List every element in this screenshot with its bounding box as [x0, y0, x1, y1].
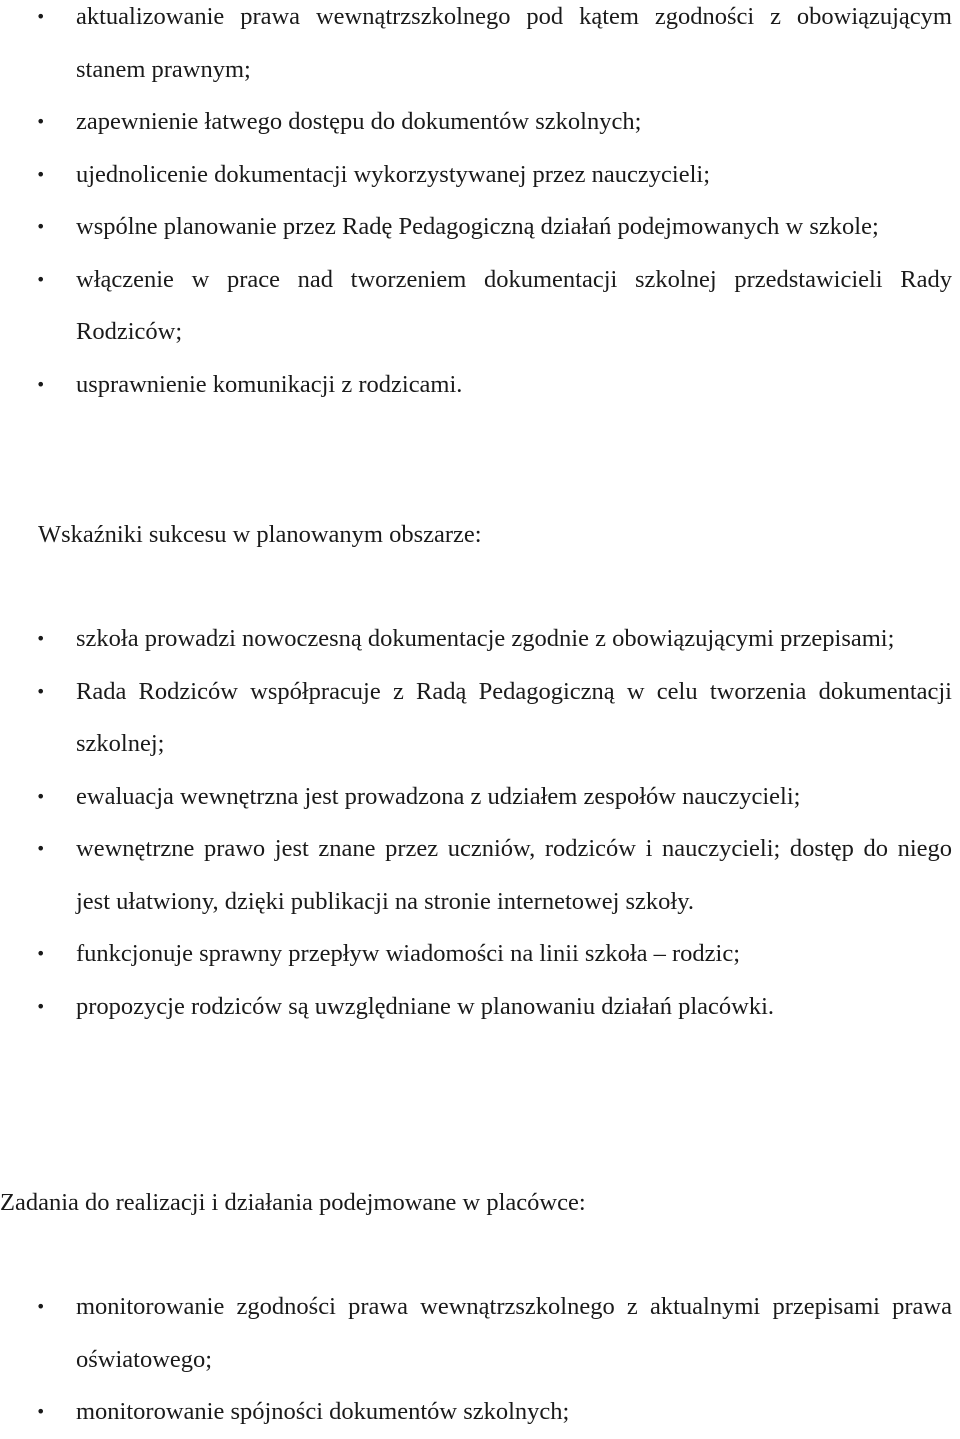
bullet-icon: • — [36, 786, 46, 806]
bullet-icon: • — [36, 1297, 46, 1316]
bullet-icon: • — [36, 681, 46, 701]
tasks-heading: Zadania do realizacji i działania podejmowane w placówce: — [0, 1189, 586, 1216]
list-item — [0, 1386, 960, 1439]
bullet-icon: • — [36, 217, 46, 236]
list-item-text: monitorowanie spójności dokumentów szkolnych; — [76, 1398, 570, 1425]
list-item — [0, 201, 960, 254]
list-item-text: wspólne planowanie przez Radę Pedagogiczną działań podejmowanych w szkole; — [76, 213, 879, 240]
list-item-text: ujednolicenie dokumentacji wykorzystywanej przez nauczycieli; — [76, 160, 711, 188]
tasks-list — [0, 1281, 960, 1439]
bullet-icon: • — [36, 112, 46, 131]
list-item-text: funkcjonuje sprawny przepływ wiadomości na linii szkoła – rodzic; — [76, 940, 741, 967]
bullet-icon: • — [36, 374, 46, 394]
list-item — [0, 359, 960, 412]
list-item-text: Rada Rodziców współpracuje z Radą Pedagogiczną w celu tworzenia dokumentacji szkolnej; — [76, 677, 952, 757]
bullet-icon: • — [36, 839, 46, 858]
success-indicators-list — [0, 613, 960, 1033]
list-item — [0, 1281, 960, 1386]
bullet-icon: • — [36, 269, 46, 289]
list-item-text: zapewnienie łatwego dostępu do dokumentów szkolnych; — [76, 108, 642, 135]
bullet-icon: • — [36, 164, 46, 184]
list-item — [0, 823, 960, 928]
list-item — [0, 149, 960, 202]
list-item-text: monitorowanie zgodności prawa wewnątrzszkolnego z aktualnymi przepisami prawa oświatowego; — [76, 1293, 952, 1373]
list-item-text: ewaluacja wewnętrzna jest prowadzona z udziałem zespołów nauczycieli; — [76, 782, 801, 810]
bullet-icon: • — [36, 944, 46, 963]
list-item — [0, 0, 960, 96]
list-item — [0, 254, 960, 359]
bullet-icon: • — [36, 629, 46, 648]
bullet-icon: • — [36, 1402, 46, 1421]
list-item — [0, 96, 960, 149]
bullet-icon: • — [36, 7, 46, 26]
bullet-icon: • — [36, 996, 46, 1016]
list-item — [0, 771, 960, 824]
list-item-text: szkoła prowadzi nowoczesną dokumentacje zgodnie z obowiązującymi przepisami; — [76, 625, 895, 652]
list-item — [0, 666, 960, 771]
list-item — [0, 981, 960, 1034]
list-item — [0, 613, 960, 666]
list-item-text: włączenie w prace nad tworzeniem dokumentacji szkolnej przedstawicieli Rady Rodziców; — [76, 265, 952, 345]
goals-list — [0, 0, 960, 411]
list-item-text: propozycje rodziców są uwzględniane w planowaniu działań placówki. — [76, 992, 774, 1020]
list-item-text: aktualizowanie prawa wewnątrzszkolnego pod kątem zgodności z obowiązującym stanem prawnym; — [76, 3, 952, 83]
list-item-text: usprawnienie komunikacji z rodzicami. — [76, 370, 463, 398]
list-item-text: wewnętrzne prawo jest znane przez uczniów, rodziców i nauczycieli; dostęp do niego jest ułatwiony, dzięki publikacji na stronie internetowej szkoły. — [76, 835, 952, 915]
success-indicators-heading: Wskaźniki sukcesu w planowanym obszarze: — [38, 521, 482, 548]
list-item — [0, 928, 960, 981]
